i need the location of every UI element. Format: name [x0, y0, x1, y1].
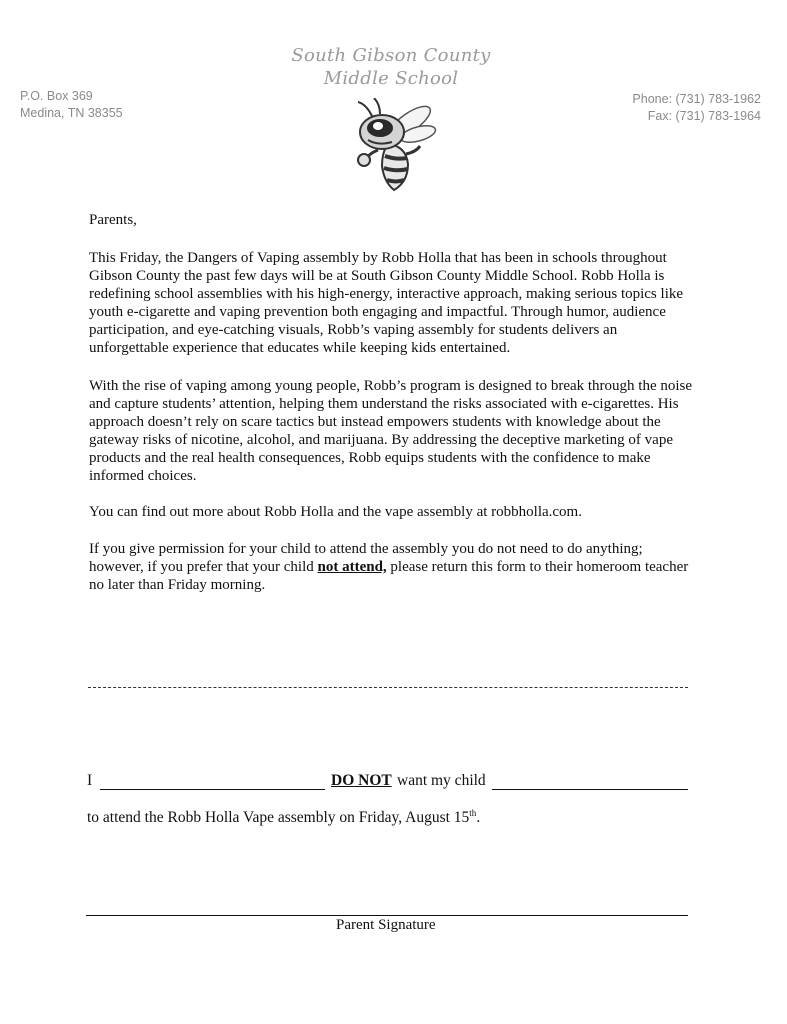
school-name-line1: South Gibson County [291, 45, 491, 66]
parent-signature-label: Parent Signature [336, 917, 436, 933]
assembly-date-line [87, 808, 480, 827]
salutation [89, 211, 699, 229]
parent-name-blank[interactable] [100, 789, 325, 790]
school-address [20, 88, 123, 122]
paragraph-4-before: If you give permission for your child to attend the assembly you do not need to do anything; however, if you prefer that your child [89, 541, 643, 575]
hornet-mascot-icon [348, 98, 440, 192]
cut-line-divider [88, 687, 688, 688]
phone-number: Phone: (731) 783-1962 [632, 92, 761, 106]
do-not-label: DO NOT [331, 772, 392, 789]
paragraph-more-info [89, 503, 699, 521]
opt-out-form-line [87, 772, 692, 794]
paragraph-4-after: please return this form to their homeroom teacher no later than Friday morning. [89, 559, 689, 593]
address-line1: P.O. Box 369 [20, 89, 93, 103]
paragraph-1-text: This Friday, the Dangers of Vaping assembly by Robb Holla that has been in schools throughout Gibson County the past few days will be at South Gibson County Middle School. Robb Holla is redefining school assemblies with his high-energy, interactive approach, making serious topics like youth e-cigarette and vaping prevention both engaging and impactful. Through humor, audience participation, and eye-catching visuals, Robb’s vaping assembly for students delivers an unforgettable experience that educates while keeping kids entertained. [89, 250, 684, 356]
school-name-line2: Middle School [323, 68, 459, 89]
fax-number: Fax: (731) 783-1964 [647, 109, 761, 123]
want-my-child-label: want my child [397, 772, 486, 789]
parent-signature-line[interactable] [86, 915, 688, 916]
child-name-blank[interactable] [492, 789, 688, 790]
paragraph-program-description [89, 377, 699, 485]
salutation-text: Parents, [89, 212, 137, 228]
paragraph-3-text: You can find out more about Robb Holla and the vape assembly at robbholla.com. [89, 504, 582, 520]
school-contact [632, 91, 761, 125]
address-line2: Medina, TN 38355 [20, 106, 123, 120]
line-end: . [476, 809, 481, 827]
paragraph-4-text [89, 540, 699, 594]
assembly-date-text: to attend the Robb Holla Vape assembly on Friday, August 15 [87, 809, 470, 827]
paragraph-permission-instructions [89, 540, 699, 594]
paragraph-assembly-intro [89, 249, 699, 357]
school-name-logo [286, 44, 496, 90]
paragraph-2-text: With the rise of vaping among young people, Robb’s program is designed to break through the noise and capture students’ attention, helping them understand the risks associated with e-cigarettes. His approach doesn’t rely on scare tactics but instead empowers students with knowledge about the gateway risks of nicotine, alcohol, and marijuana. By addressing the deceptive marketing of vape products and the real health consequences, Robb equips students with the confidence to make informed choices. [89, 378, 693, 484]
i-label: I [87, 772, 93, 789]
date-suffix: th [469, 808, 477, 818]
not-attend-emphasis: not attend, [317, 559, 387, 575]
